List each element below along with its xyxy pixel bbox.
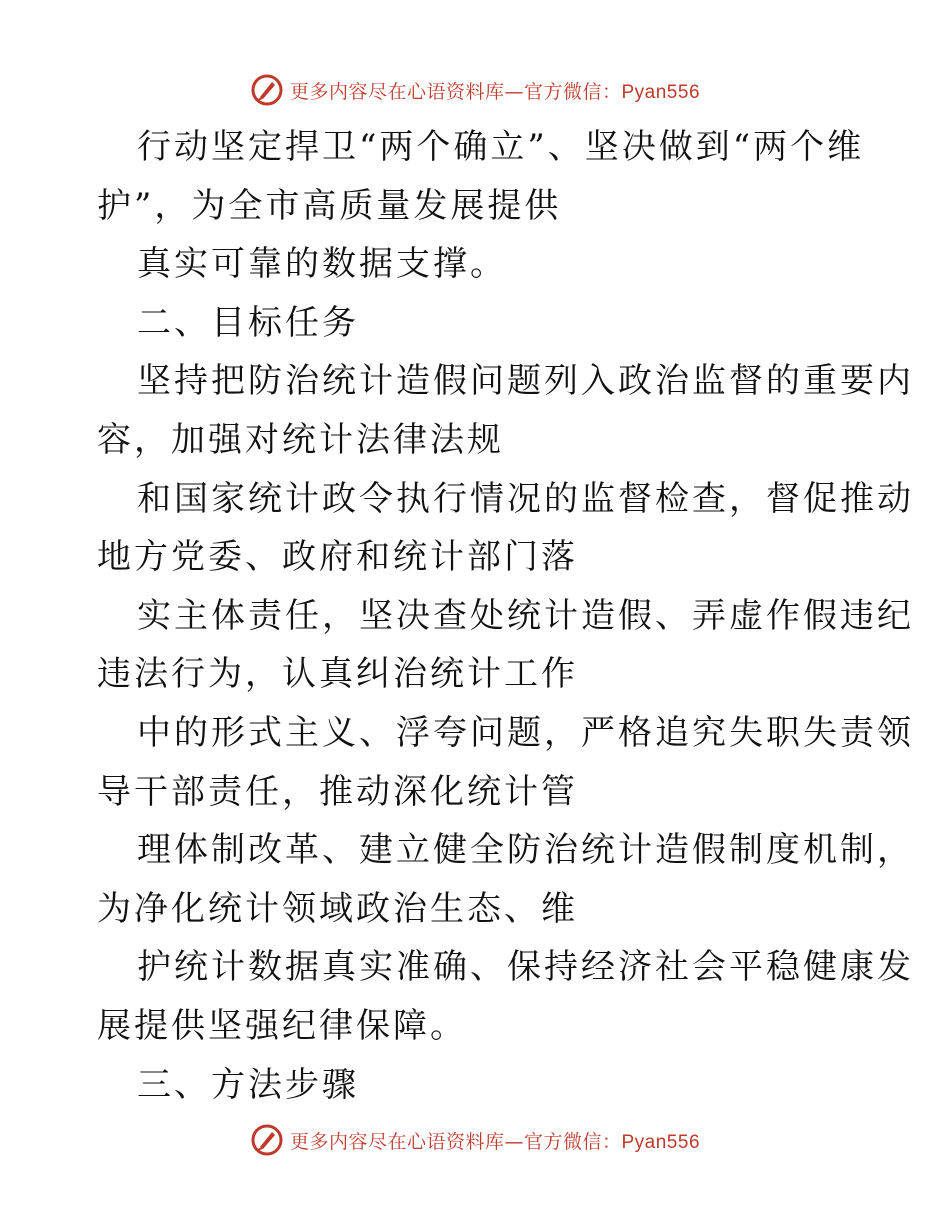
banner-wechat-id: Pyan556	[621, 1131, 701, 1153]
text-line: 真实可靠的数据支撑。	[137, 244, 507, 285]
text-line: 理体制改革、建立健全防治统计造假制度机制，	[137, 830, 914, 871]
text-line: 和国家统计政令执行情况的监督检查，督促推动	[137, 478, 914, 519]
text-line: 护统计数据真实准确、保持经济社会平稳健康发	[137, 947, 914, 988]
text-line: 三、方法步骤	[137, 1064, 359, 1105]
text-line: 展提供坚强纪律保障。	[97, 1005, 467, 1046]
text-line: 二、目标任务	[137, 302, 359, 343]
banner-caption: 更多内容尽在心语资料库—官方微信：	[289, 80, 622, 103]
text-line: 地方党委、政府和统计部门落	[97, 537, 578, 578]
banner-text	[290, 77, 700, 104]
banner-caption: 更多内容尽在心语资料库—官方微信：	[289, 1130, 622, 1153]
text-line: 护”，为全市高质量发展提供	[97, 185, 562, 226]
footer-banner	[0, 1120, 950, 1160]
text-line: 坚持把防治统计造假问题列入政治监督的重要内	[137, 361, 914, 402]
text-line: 违法行为，认真纠治统计工作	[97, 654, 578, 695]
text-line: 行动坚定捍卫“两个确立”、坚决做到“两个维	[137, 127, 865, 167]
text-line: 实主体责任，坚决查处统计造假、弄虚作假违纪	[137, 595, 914, 636]
document-body	[97, 118, 914, 1114]
text-line: 中的形式主义、浮夸问题，严格追究失职失责领	[137, 712, 914, 753]
banner-wechat-id: Pyan556	[621, 81, 701, 103]
text-line: 容，加强对统计法律法规	[97, 419, 504, 460]
text-line: 导干部责任，推动深化统计管	[97, 771, 578, 812]
quill-logo-icon	[250, 73, 284, 107]
banner-text	[290, 1127, 700, 1154]
quill-logo-icon	[250, 1123, 284, 1157]
text-line: 为净化统计领域政治生态、维	[97, 888, 578, 929]
header-banner	[0, 70, 950, 110]
